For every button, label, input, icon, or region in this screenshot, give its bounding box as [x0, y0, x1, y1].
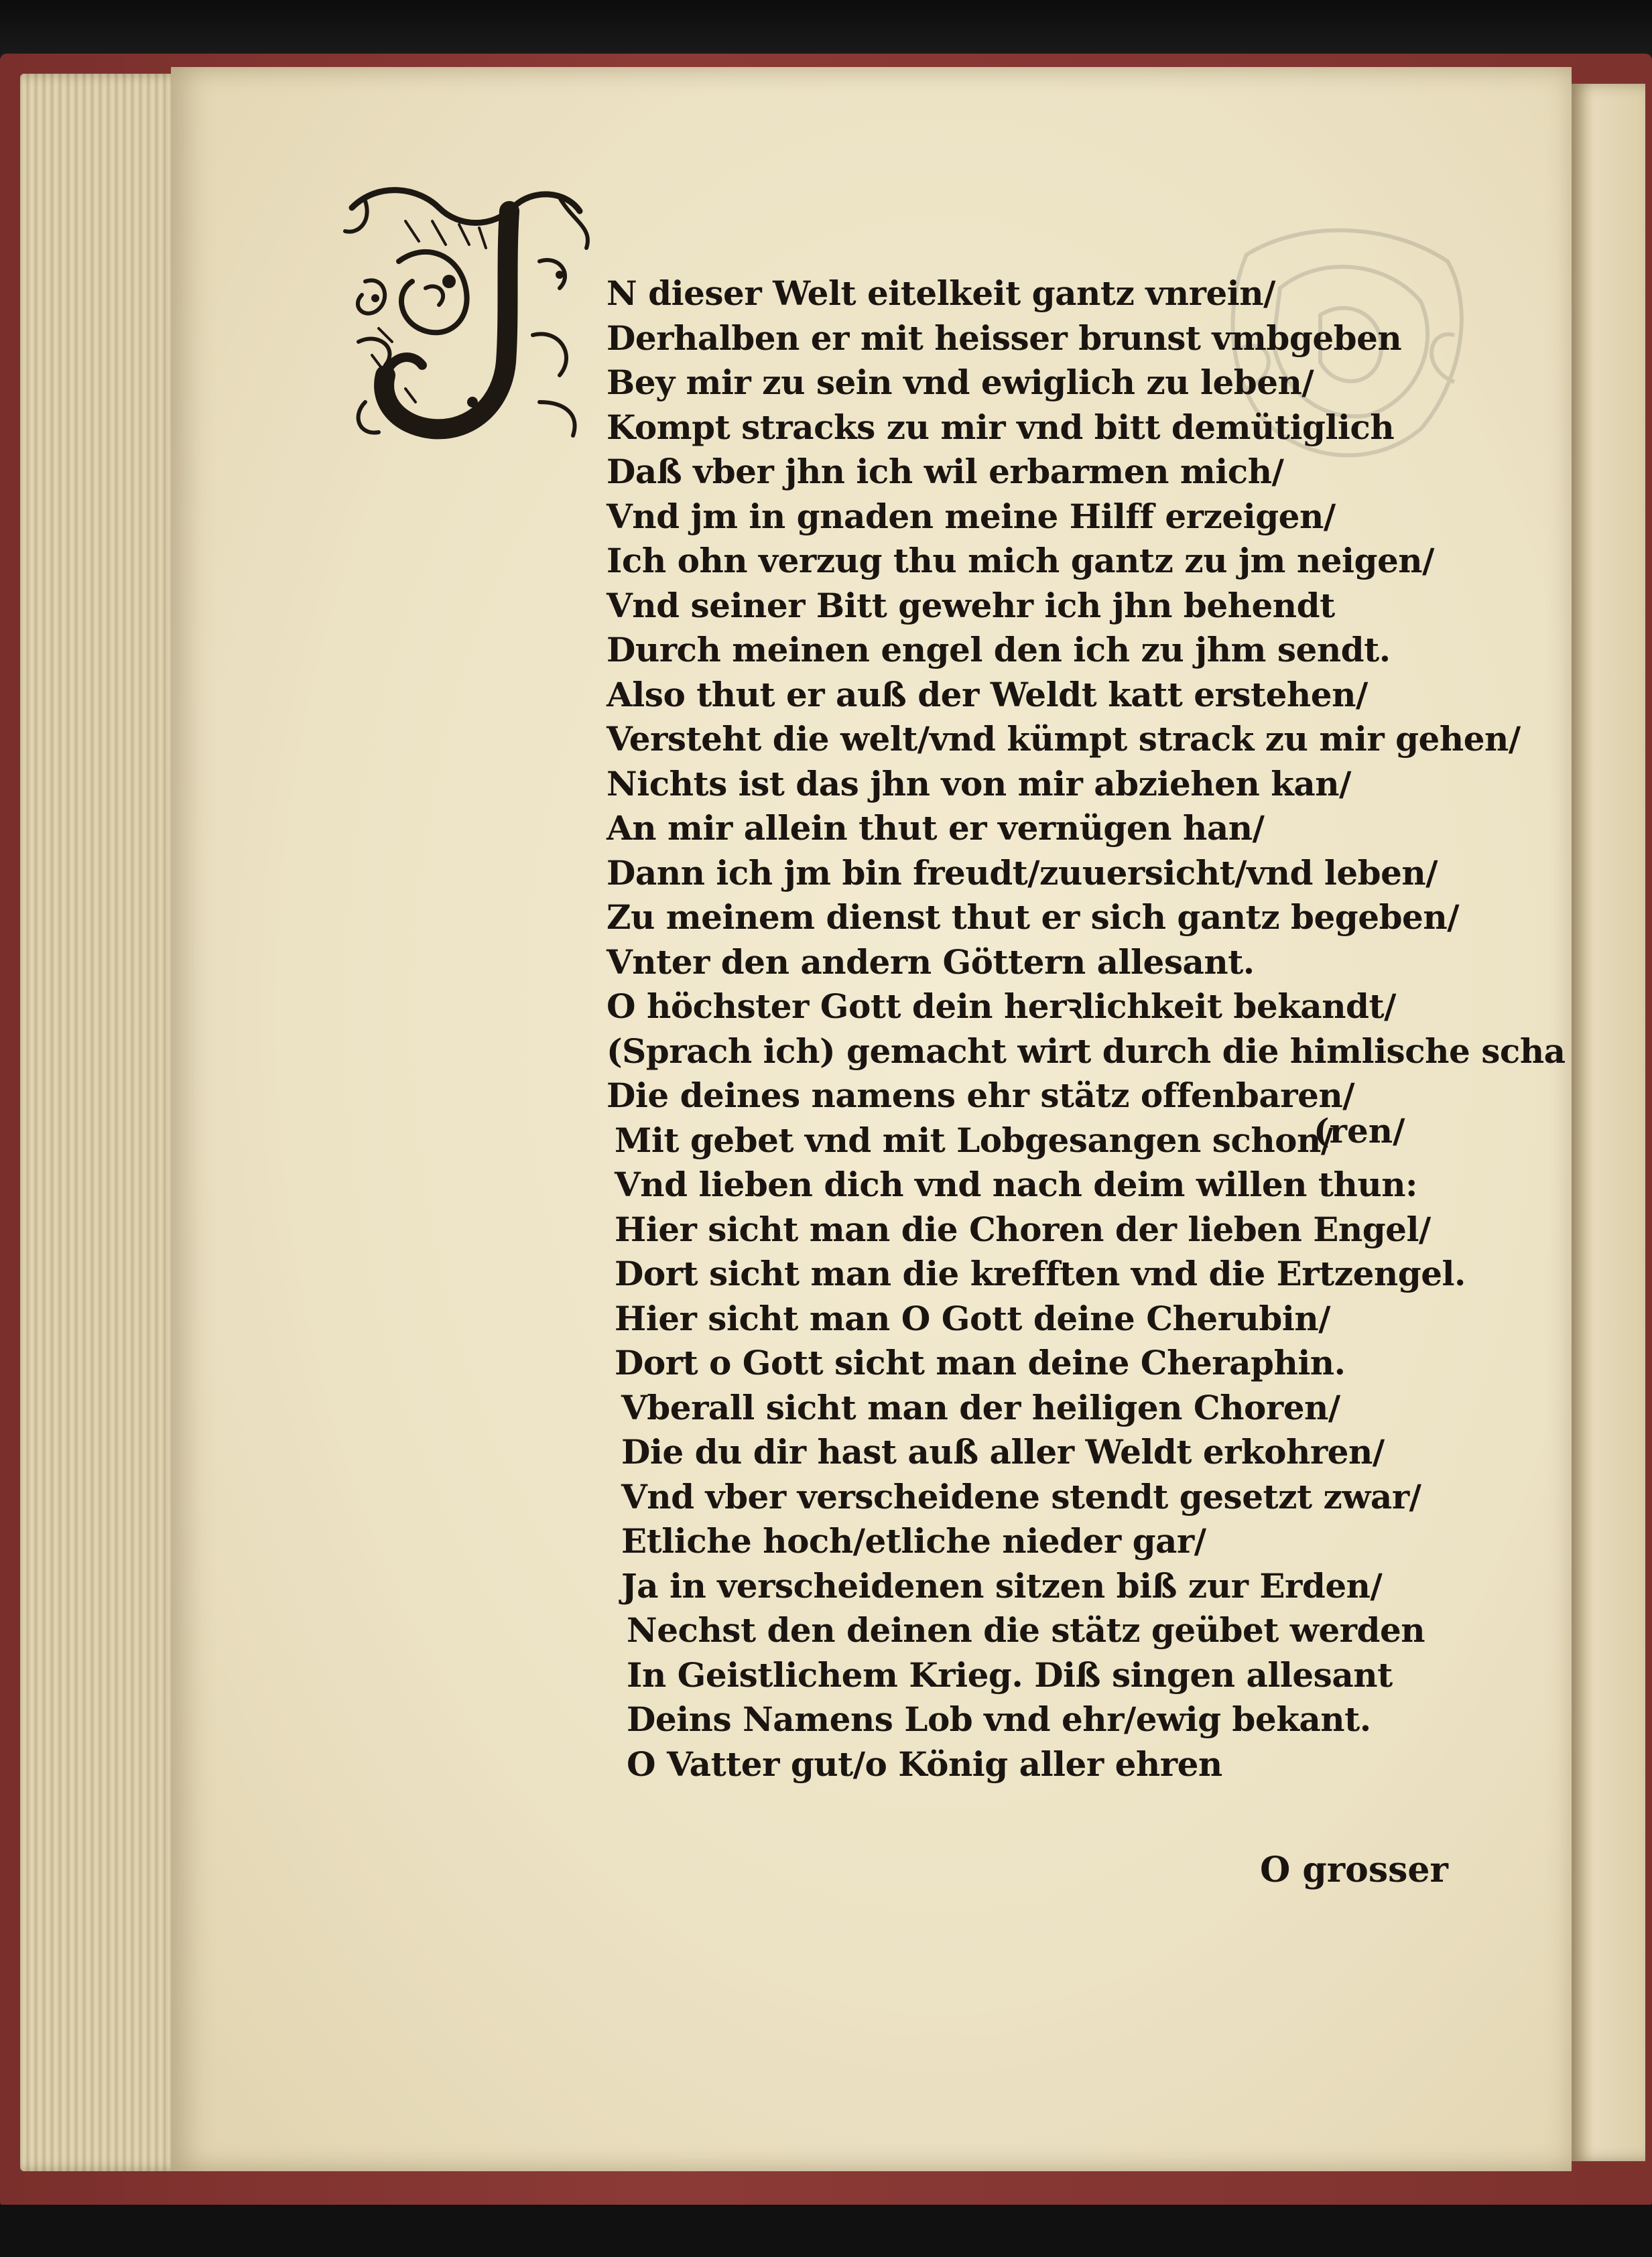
verse-line: Vnd seiner Bitt gewehr ich jhn behendt — [607, 585, 1335, 625]
verse-text-block — [607, 271, 1566, 1787]
verse-line: Nechst den deinen die stätz geübet werden — [627, 1610, 1425, 1650]
verse-line: Die deines namens ehr stätz offenbaren/ — [607, 1076, 1355, 1115]
verse-line: Derhalben er mit heisser brunst vmbgeben — [607, 318, 1402, 358]
page-stack-left — [20, 74, 184, 2171]
catchword: O grosser — [1260, 1850, 1448, 1890]
verse-line: Vnter den andern Göttern allesant. — [607, 942, 1255, 982]
facing-page-edge — [1572, 84, 1645, 2161]
verse-line: N dieser Welt eitelkeit gantz vnrein/ — [607, 273, 1275, 313]
verse-line: O höchster Gott dein herꝛlichkeit bekandt/ — [607, 986, 1396, 1026]
verse-line: (Sprach ich) gemacht wirt durch die himlische scha — [607, 1031, 1566, 1071]
decorated-initial-icon — [338, 181, 593, 442]
verse-line: Vnd lieben dich vnd nach deim willen thun: — [615, 1165, 1418, 1204]
verse-line: Hier sicht man O Gott deine Cherubin/ — [615, 1298, 1330, 1338]
verse-line: Also thut er auß der Weldt katt erstehen/ — [607, 674, 1368, 714]
verse-line: Hier sicht man die Choren der lieben Engel/ — [615, 1209, 1431, 1249]
verse-line: Mit gebet vnd mit Lobgesangen schon/ — [615, 1120, 1333, 1160]
verse-line: Vberall sicht man der heiligen Choren/ — [621, 1387, 1340, 1427]
verse-line: O Vatter gut/o König aller ehren — [627, 1744, 1222, 1784]
verse-line: In Geistlichem Krieg. Diß singen allesant — [627, 1655, 1393, 1695]
verse-line: Bey mir zu sein vnd ewiglich zu leben/ — [607, 363, 1314, 402]
verse-line: Deins Namens Lob vnd ehr/ewig bekant. — [627, 1699, 1371, 1739]
verse-line: Etliche hoch/etliche nieder gar/ — [621, 1521, 1206, 1561]
verse-line: Nichts ist das jhn von mir abziehen kan/ — [607, 763, 1351, 803]
line-continuation: (ren/ — [1314, 1111, 1405, 1151]
verse-line: An mir allein thut er vernügen han/ — [607, 808, 1265, 848]
verse-line: Vnd jm in gnaden meine Hilff erzeigen/ — [607, 496, 1336, 536]
verse-line: Kompt stracks zu mir vnd bitt demütiglich — [607, 407, 1395, 447]
backdrop-bottom — [0, 2205, 1652, 2257]
verse-line: Ich ohn verzug thu mich gantz zu jm neigen/ — [607, 541, 1434, 580]
verse-line: Dann ich jm bin freudt/zuuersicht/vnd leben/ — [607, 852, 1438, 893]
verse-line: Daß vber jhn ich wil erbarmen mich/ — [607, 452, 1284, 491]
verse-line: Versteht die welt/vnd kümpt strack zu mir gehen/ — [607, 719, 1521, 759]
verse-line: Dort sicht man die krefften vnd die Ertzengel. — [615, 1254, 1466, 1293]
verse-line: Dort o Gott sicht man deine Cheraphin. — [615, 1343, 1346, 1382]
verse-line: Vnd vber verscheidene stendt gesetzt zwar/ — [621, 1476, 1421, 1517]
verse-line: Zu meinem dienst thut er sich gantz begeben/ — [607, 897, 1459, 937]
verse-line: Durch meinen engel den ich zu jhm sendt. — [607, 630, 1391, 669]
verse-line: Die du dir hast auß aller Weldt erkohren/ — [621, 1432, 1385, 1472]
verse-line: Ja in verscheidenen sitzen biß zur Erden/ — [621, 1565, 1383, 1606]
